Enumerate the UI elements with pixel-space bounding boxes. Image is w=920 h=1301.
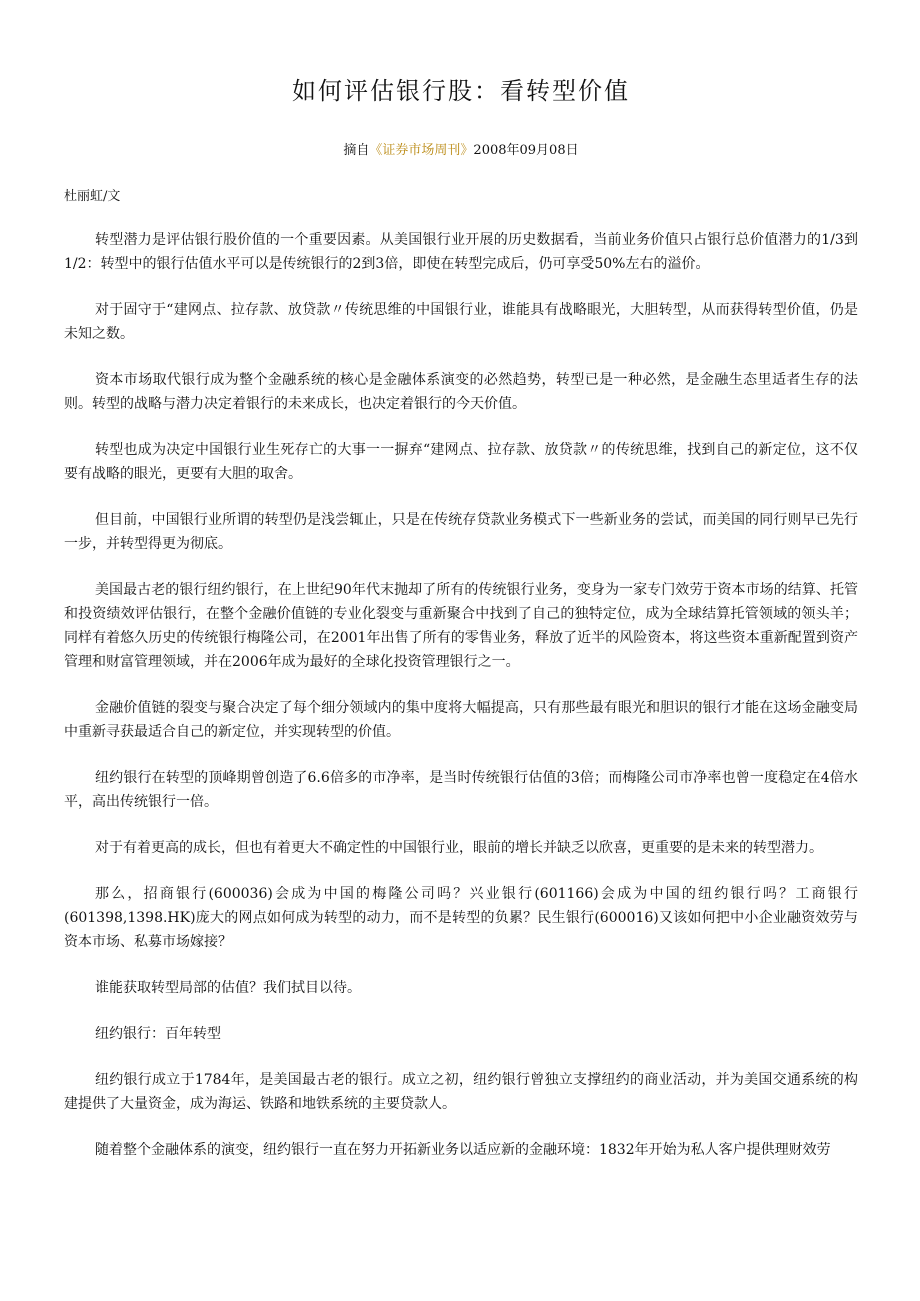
paragraph: 转型潜力是评估银行股价值的一个重要因素。从美国银行业开展的历史数据看，当前业务价值只占银行总价值潜力的1/3到1/2：转型中的银行估值水平可以是传统银行的2到3倍，即使在转型完成后，仍可享受50%左右的溢价。 (64, 232, 858, 272)
paragraph: 资本市场取代银行成为整个金融系统的核心是金融体系演变的必然趋势，转型已是一种必然，是金融生态里适者生存的法则。转型的战略与潜力决定着银行的未来成长，也决定着银行的今天价值。 (64, 372, 858, 412)
paragraph: 纽约银行在转型的顶峰期曾创造了6.6倍多的市净率，是当时传统银行估值的3倍；而梅隆公司市净率也曾一度稳定在4倍水平，高出传统银行一倍。 (64, 770, 858, 810)
paragraph: 转型也成为决定中国银行业生死存亡的大事一一摒弃“建网点、拉存款、放贷款〃的传统思维，找到自己的新定位，这不仅要有战略的眼光，更要有大胆的取舍。 (64, 442, 858, 482)
section-heading: 纽约银行：百年转型 (95, 1026, 221, 1042)
paragraph: 金融价值链的裂变与聚合决定了每个细分领域内的集中度将大幅提高，只有那些最有眼光和胆识的银行才能在这场金融变局中重新寻获最适合自己的新定位，并实现转型的价值。 (64, 700, 858, 740)
source-journal-link[interactable]: 《证券市场周刊》 (369, 143, 474, 158)
source-prefix: 摘自 (343, 143, 370, 158)
article-body (64, 228, 858, 1162)
paragraph: 纽约银行成立于1784年，是美国最古老的银行。成立之初，纽约银行曾独立支撑纽约的商业活动，并为美国交通系统的构建提供了大量资金，成为海运、铁路和地铁系统的主要贷款人。 (64, 1072, 858, 1112)
paragraph: 那么，招商银行(600036)会成为中国的梅隆公司吗？兴业银行(601166)会成为中国的纽约银行吗？工商银行(601398,1398.HK)庞大的网点如何成为转型的动力，而不是转型的负累？民生银行(600016)又该如何把中小企业融资效劳与资本市场、私募市场嫁接？ (64, 886, 858, 950)
paragraph: 对于有着更高的成长，但也有着更大不确定性的中国银行业，眼前的增长并缺乏以欣喜，更重要的是未来的转型潜力。 (95, 840, 823, 856)
source-date: 2008年09月08日 (473, 143, 579, 158)
article-title: 如何评估银行股：看转型价值 (292, 77, 630, 105)
paragraph: 美国最古老的银行纽约银行，在上世纪90年代末抛却了所有的传统银行业务，变身为一家专门效劳于资本市场的结算、托管和投资绩效评估银行，在整个金融价值链的专业化裂变与重新聚合中找到了自己的独特定位，成为全球结算托管领域的领头羊；同样有着悠久历史的传统银行梅隆公司，在2001年出售了所有的零售业务，释放了近半的风险资本，将这些资本重新配置到资产管理和财富管理领域，并在2006年成为最好的全球化投资管理银行之一。 (64, 582, 858, 670)
author-byline: 杜丽虹/文 (64, 189, 121, 204)
source-line (64, 142, 858, 160)
paragraph-truncated: 随着整个金融体系的演变，纽约银行一直在努力开拓新业务以适应新的金融环境：1832年开始为私人客户提供理财效劳 (95, 1142, 831, 1158)
paragraph: 但目前，中国银行业所谓的转型仍是浅尝辄止，只是在传统存贷款业务模式下一些新业务的尝试，而美国的同行则早已先行一步，并转型得更为彻底。 (64, 512, 858, 552)
paragraph: 对于固守于“建网点、拉存款、放贷款〃传统思维的中国银行业，谁能具有战略眼光，大胆转型，从而获得转型价值，仍是未知之数。 (64, 302, 858, 342)
paragraph: 谁能获取转型局部的估值？我们拭目以待。 (95, 980, 361, 996)
